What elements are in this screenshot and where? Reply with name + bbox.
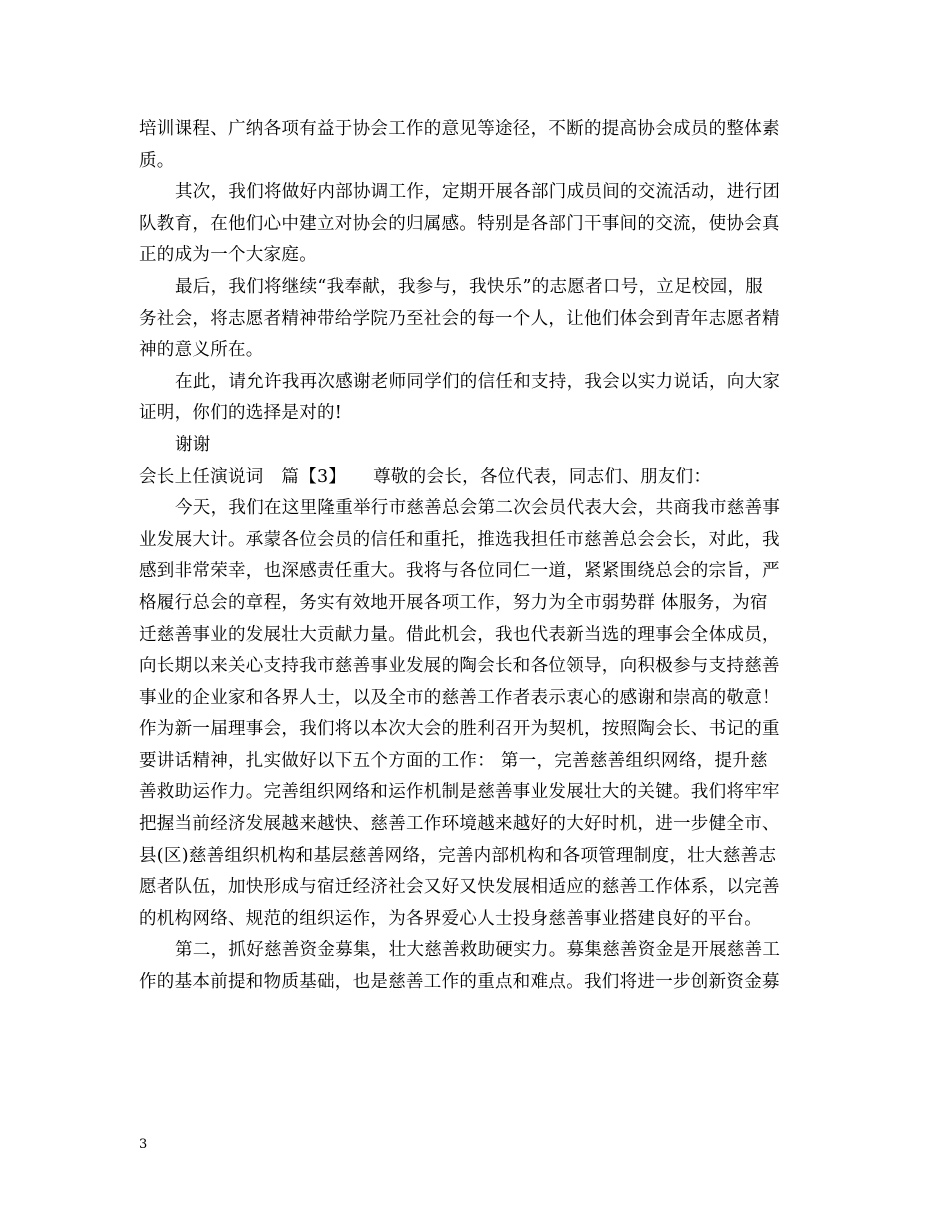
text-line: 质。 [139,150,175,171]
text-line: 队教育，在他们心中建立对协会的归属感。特别是各部门干事间的交流，使协会真 [139,213,780,234]
text-line: 的机构网络、规范的组织运作，为各界爱心人士投身慈善事业搭建良好的平台。 [139,908,762,929]
text-line: 愿者队伍，加快形成与宿迁经济社会又好又快发展相适应的慈善工作体系，以完善 [139,877,780,898]
text-line: 神的意义所在。 [139,340,264,361]
text-line: 善救助运作力。完善组织网络和运作机制是慈善事业发展壮大的关键。我们将牢牢 [139,782,780,803]
text-line: 向长期以来关心支持我市慈善事业发展的陶会长和各位领导，向积极参与支持慈善 [139,656,780,677]
text-line: 作为新一届理事会，我们将以本次大会的胜利召开为契机，按照陶会长、书记的重 [139,719,780,740]
text-line: 要讲话精神，扎实做好以下五个方面的工作： 第一，完善慈善组织网络，提升慈 [139,750,768,771]
text-line: 把握当前经济发展越来越快、慈善工作环境越来越好的大好时机，进一步健全市、 [139,814,780,835]
text-line: 第二，抓好慈善资金募集，壮大慈善救助硬实力。募集慈善资金是开展慈善工 [175,940,781,961]
text-line: 正的成为一个大家庭。 [139,245,317,266]
text-line: 业发展大计。承蒙各位会员的信任和重托，推选我担任市慈善总会会长，对此，我 [139,529,780,550]
text-line: 会长上任演说词 篇【3】 尊敬的会长，各位代表，同志们、朋友们： [139,466,712,487]
text-line: 最后，我们将继续“我奉献，我参与，我快乐”的志愿者口号，立足校园，服 [175,276,764,297]
text-line: 今天，我们在这里隆重举行市慈善总会第二次会员代表大会，共商我市慈善事 [175,498,781,519]
text-line: 证明，你们的选择是对的! [139,403,343,424]
text-line: 作的基本前提和物质基础，也是慈善工作的重点和难点。我们将进一步创新资金募 [139,972,780,993]
text-line: 县(区)慈善组织机构和基层慈善网络，完善内部机构和各项管理制度，壮大慈善志 [139,845,777,866]
text-line: 培训课程、广纳各项有益于协会工作的意见等途径，不断的提高协会成员的整体素 [139,119,780,139]
text-line: 感到非常荣幸，也深感责任重大。我将与各位同仁一道，紧紧围绕总会的宗旨，严 [139,561,780,582]
text-line: 格履行总会的章程，务实有效地开展各项工作，努力为全市弱势群 体服务，为宿 [139,592,768,613]
text-line: 务社会，将志愿者精神带给学院乃至社会的每一个人，让他们体会到青年志愿者精 [139,308,780,329]
page-number: 3 [139,1137,148,1152]
text-line: 事业的企业家和各界人士，以及全市的慈善工作者表示衷心的感谢和崇高的敬意！ [139,687,780,708]
text-line: 其次，我们将做好内部协调工作，定期开展各部门成员间的交流活动，进行团 [175,182,781,203]
document-body [139,114,811,999]
text-line: 谢谢 [175,434,211,455]
text-line: 迁慈善事业的发展壮大贡献力量。借此机会，我也代表新当选的理事会全体成员， [139,624,780,645]
text-line: 在此，请允许我再次感谢老师同学们的信任和支持，我会以实力说话，向大家 [175,371,781,392]
